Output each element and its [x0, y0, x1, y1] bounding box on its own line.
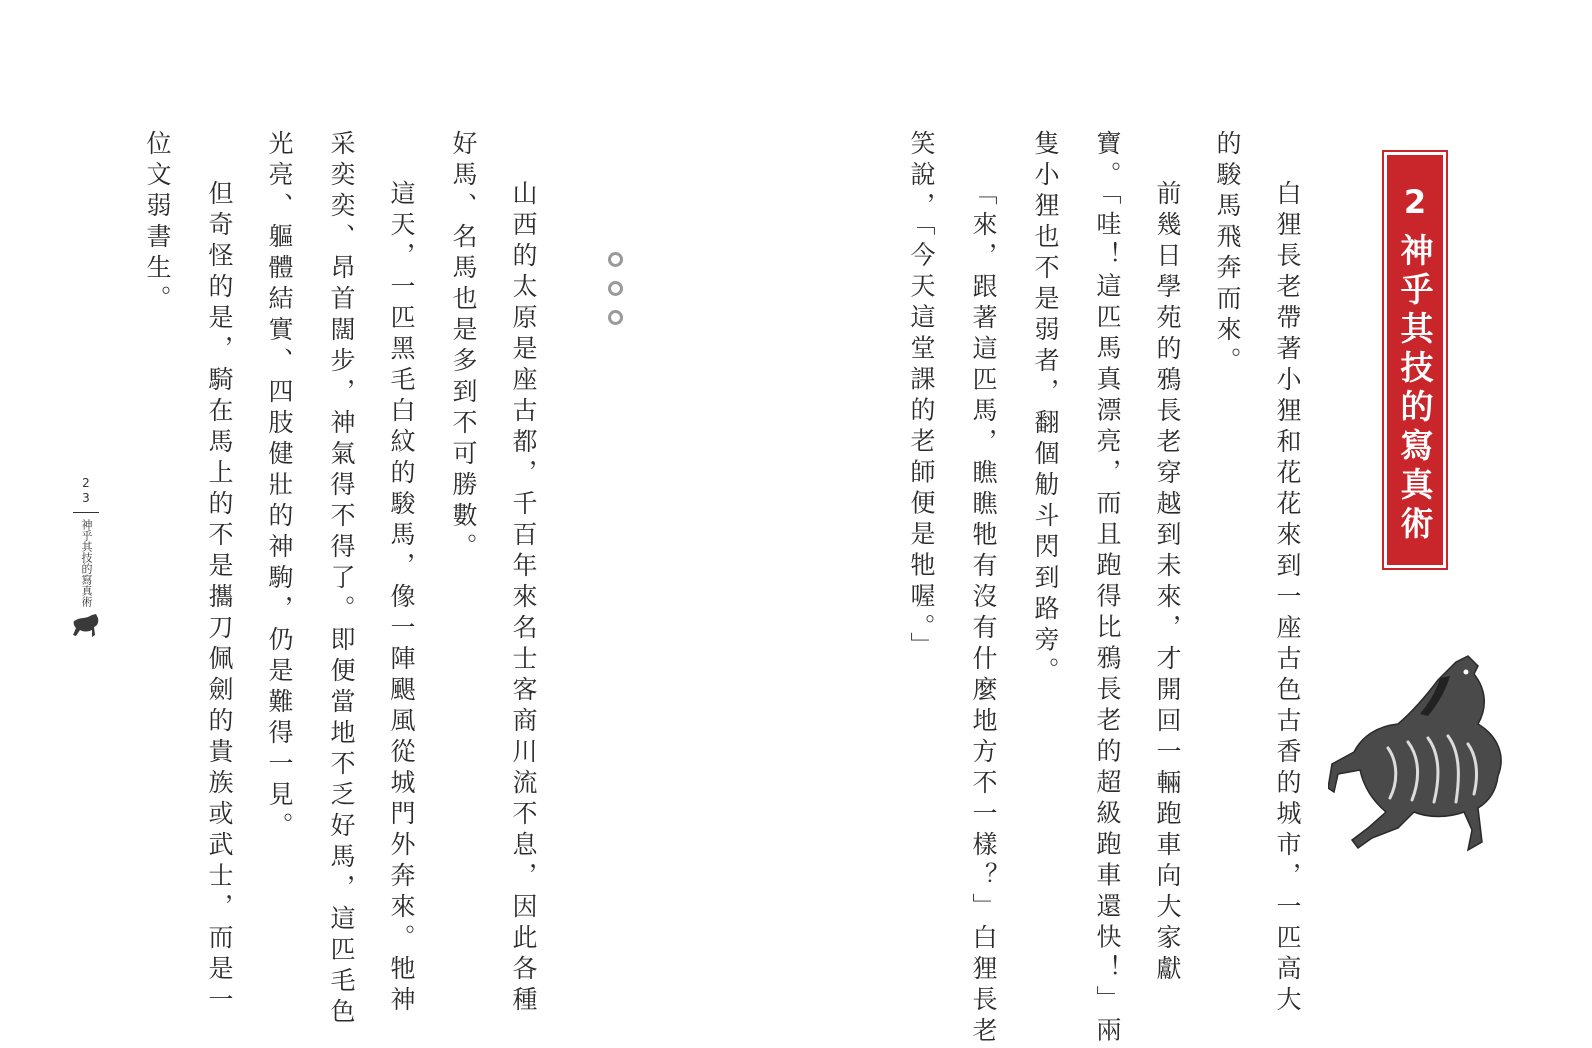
text-column: 采奕奕、昂首闊步，神氣得不得了。即便當地不乏好馬，這匹毛色 — [327, 130, 356, 1029]
folio-divider — [73, 512, 99, 513]
chapter-number: 2 — [1403, 183, 1427, 221]
horse-illustration — [1328, 652, 1518, 870]
text-column: 隻小狸也不是弱者，翻個觔斗閃到路旁。 — [1031, 130, 1060, 688]
circle-dot-icon — [608, 310, 623, 325]
page-folio — [22, 476, 150, 639]
circle-dot-icon — [608, 281, 623, 296]
text-column: 寶。「哇！這匹馬真漂亮，而且跑得比鴉長老的超級跑車還快！」兩 — [1093, 130, 1122, 1048]
horse-icon — [72, 613, 100, 639]
text-column: 好馬、名馬也是多到不可勝數。 — [449, 130, 478, 564]
text-column: 的駿馬飛奔而來。 — [1213, 130, 1242, 378]
section-break-dots — [608, 252, 623, 325]
text-column: 這天，一匹黑毛白紋的駿馬，像一陣颶風從城門外奔來。牠神 — [387, 180, 416, 1017]
circle-dot-icon — [608, 252, 623, 267]
text-column: 「來，跟著這匹馬，瞧瞧牠有沒有什麼地方不一樣？」白狸長老 — [969, 180, 998, 1048]
text-column: 前幾日學苑的鴉長老穿越到未來，才開回一輛跑車向大家獻 — [1153, 180, 1182, 986]
chapter-title-banner — [1384, 152, 1446, 568]
page-number: 23 — [79, 476, 93, 506]
text-column: 位文弱書生。 — [143, 130, 172, 316]
text-column: 白狸長老帶著小狸和花花來到一座古色古香的城市，一匹高大 — [1273, 180, 1302, 1017]
text-column: 笑說，「今天這堂課的老師便是牠喔。」 — [907, 130, 936, 663]
running-title: 神乎其技的寫真術 — [80, 519, 93, 607]
text-column: 山西的太原是座古都，千百年來名士客商川流不息，因此各種 — [509, 180, 538, 1017]
chapter-title: 神乎其技的寫真術 — [1395, 233, 1435, 545]
text-column: 但奇怪的是，騎在馬上的不是攜刀佩劍的貴族或武士，而是一 — [205, 180, 234, 1017]
text-column: 光亮、軀體結實、四肢健壯的神駒，仍是難得一見。 — [265, 130, 294, 843]
